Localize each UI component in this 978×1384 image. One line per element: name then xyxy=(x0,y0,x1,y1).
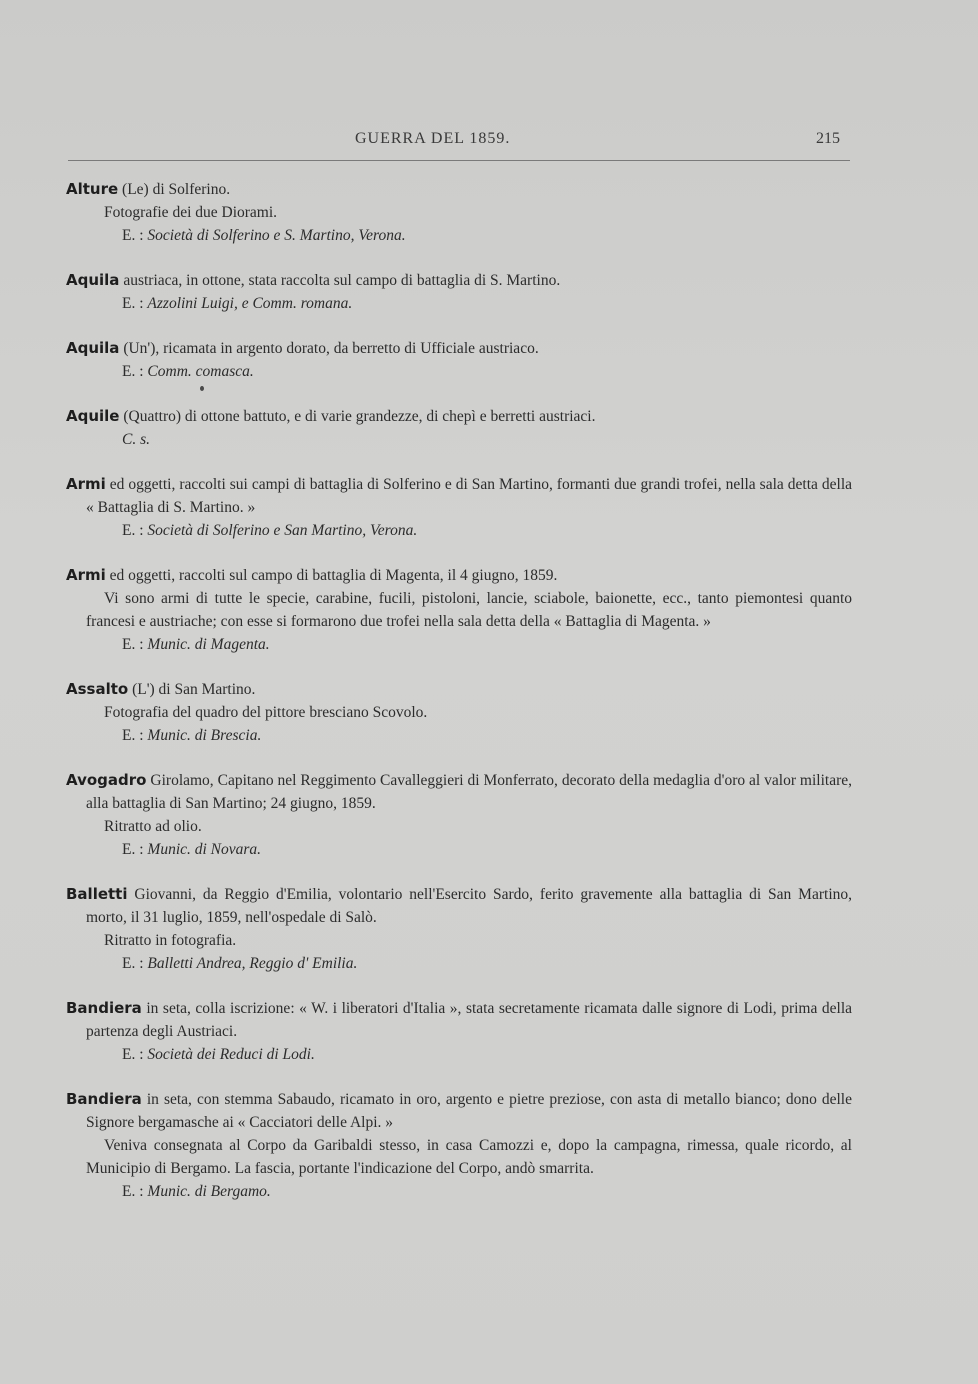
exhibitor-prefix: E. : xyxy=(122,522,144,539)
entry-exhibitor xyxy=(66,360,852,383)
entry-heading-line xyxy=(66,564,852,587)
entry-text: ed oggetti, raccolti sul campo di battaglia di Magenta, il 4 giugno, 1859. xyxy=(109,567,558,584)
entry-term: Aquila xyxy=(66,339,120,357)
catalogue-entry xyxy=(66,1088,852,1203)
catalogue-entry xyxy=(66,178,852,247)
catalogue-entry xyxy=(66,883,852,975)
entry-exhibitor xyxy=(66,838,852,861)
entry-text: (L') di San Martino. xyxy=(132,681,256,698)
entry-exhibitor xyxy=(66,428,852,451)
exhibitor-prefix: E. : xyxy=(122,955,144,972)
entry-term: Avogadro xyxy=(66,771,147,789)
exhibitor-name: Comm. comasca. xyxy=(147,363,254,380)
entry-term: Alture xyxy=(66,180,119,198)
entry-heading-line xyxy=(66,678,852,701)
exhibitor-name: Società di Solferino e San Martino, Verona. xyxy=(147,522,418,539)
exhibitor-prefix: E. : xyxy=(122,227,144,244)
entry-heading-line xyxy=(66,178,852,201)
entry-text: (Le) di Solferino. xyxy=(122,181,231,198)
entry-heading-line xyxy=(66,1088,852,1134)
catalogue-entry xyxy=(66,337,852,383)
entry-description: Fotografie dei due Diorami. xyxy=(104,204,278,221)
entry-exhibitor xyxy=(66,1180,852,1203)
exhibitor-name: Munic. di Magenta. xyxy=(147,636,270,653)
exhibitor-name: Munic. di Novara. xyxy=(147,841,262,858)
entry-exhibitor xyxy=(66,952,852,975)
exhibitor-name: Società di Solferino e S. Martino, Verona. xyxy=(147,227,406,244)
entry-text: (Un'), ricamata in argento dorato, da berretto di Ufficiale austriaco. xyxy=(123,340,539,357)
entry-description: Vi sono armi di tutte le specie, carabine, fucili, pistoloni, lancie, sciabole, baionette, ecc., tanto piemontesi quanto francesi e austriache; con esse si formarono due trofei nella sala detta della « Battaglia di Magenta. » xyxy=(86,590,852,630)
page-header xyxy=(0,130,978,154)
entry-description: Ritratto ad olio. xyxy=(104,818,202,835)
catalogue-entry xyxy=(66,405,852,451)
catalogue-entry xyxy=(66,997,852,1066)
exhibitor-name: Munic. di Brescia. xyxy=(147,727,262,744)
entry-exhibitor xyxy=(66,724,852,747)
exhibitor-prefix: E. : xyxy=(122,727,144,744)
running-title: GUERRA DEL 1859. xyxy=(355,130,511,147)
catalogue-entry xyxy=(66,564,852,656)
catalogue-entry xyxy=(66,769,852,861)
entry-term: Bandiera xyxy=(66,1090,142,1108)
entry-heading-line xyxy=(66,769,852,815)
entry-heading-line xyxy=(66,405,852,428)
entry-text: in seta, colla iscrizione: « W. i liberatori d'Italia », stata secretamente ricamata dalle signore di Lodi, prima della partenza degli Austriaci. xyxy=(86,1000,853,1040)
entry-exhibitor xyxy=(66,224,852,247)
exhibitor-prefix: E. : xyxy=(122,1046,144,1063)
catalogue-entry xyxy=(66,678,852,747)
entry-term: Armi xyxy=(66,566,106,584)
entry-term: Aquile xyxy=(66,407,120,425)
catalogue-entries xyxy=(66,178,852,1225)
entry-heading-line xyxy=(66,337,852,360)
entry-exhibitor xyxy=(66,1043,852,1066)
exhibitor-prefix: E. : xyxy=(122,1183,144,1200)
exhibitor-prefix: E. : xyxy=(122,636,144,653)
entry-text: austriaca, in ottone, stata raccolta sul campo di battaglia di S. Martino. xyxy=(123,272,561,289)
exhibitor-prefix: E. : xyxy=(122,295,144,312)
catalogue-entry xyxy=(66,269,852,315)
entry-term: Assalto xyxy=(66,680,129,698)
page-number: 215 xyxy=(816,130,840,147)
entry-text: ed oggetti, raccolti sui campi di battaglia di Solferino e di San Martino, formanti due grandi trofei, nella sala detta della « Battaglia di S. Martino. » xyxy=(86,476,853,516)
entry-term: Armi xyxy=(66,475,106,493)
entry-exhibitor xyxy=(66,519,852,542)
entry-exhibitor xyxy=(66,292,852,315)
exhibitor-name: Balletti Andrea, Reggio d' Emilia. xyxy=(147,955,358,972)
entry-description: Ritratto in fotografia. xyxy=(104,932,237,949)
exhibitor-name: Munic. di Bergamo. xyxy=(147,1183,271,1200)
entry-text: (Quattro) di ottone battuto, e di varie grandezze, di chepì e berretti austriaci. xyxy=(123,408,596,425)
entry-term: Balletti xyxy=(66,885,128,903)
catalogue-entry xyxy=(66,473,852,542)
entry-text: Girolamo, Capitano nel Reggimento Cavalleggieri di Monferrato, decorato della medaglia d'oro al valor militare, alla battaglia di San Martino; 24 giugno, 1859. xyxy=(86,772,853,812)
exhibitor-prefix: E. : xyxy=(122,841,144,858)
header-rule xyxy=(68,160,850,161)
entry-heading-line xyxy=(66,269,852,292)
entry-heading-line xyxy=(66,997,852,1043)
entry-exhibitor xyxy=(66,633,852,656)
entry-term: Bandiera xyxy=(66,999,142,1017)
entry-text: Giovanni, da Reggio d'Emilia, volontario nell'Esercito Sardo, ferito gravemente alla battaglia di San Martino, morto, il 31 luglio, 1859, nell'ospedale di Salò. xyxy=(86,886,852,926)
entry-heading-line xyxy=(66,473,852,519)
exhibitor-prefix: E. : xyxy=(122,363,144,380)
entry-description: Veniva consegnata al Corpo da Garibaldi stesso, in casa Camozzi e, dopo la campagna, rimessa, quale ricordo, al Municipio di Bergamo. La fascia, portante l'indicazione del Corpo, andò smarrita. xyxy=(86,1137,852,1177)
exhibitor-name: Società dei Reduci di Lodi. xyxy=(147,1046,315,1063)
exhibitor-name: Azzolini Luigi, e Comm. romana. xyxy=(147,295,353,312)
entry-term: Aquila xyxy=(66,271,120,289)
exhibitor-name: C. s. xyxy=(122,431,150,448)
entry-text: in seta, con stemma Sabaudo, ricamato in oro, argento e pietre preziose, con asta di metallo bianco; dono delle Signore bergamasche ai « Cacciatori delle Alpi. » xyxy=(86,1091,852,1131)
entry-heading-line xyxy=(66,883,852,929)
entry-description: Fotografia del quadro del pittore bresciano Scovolo. xyxy=(104,704,428,721)
